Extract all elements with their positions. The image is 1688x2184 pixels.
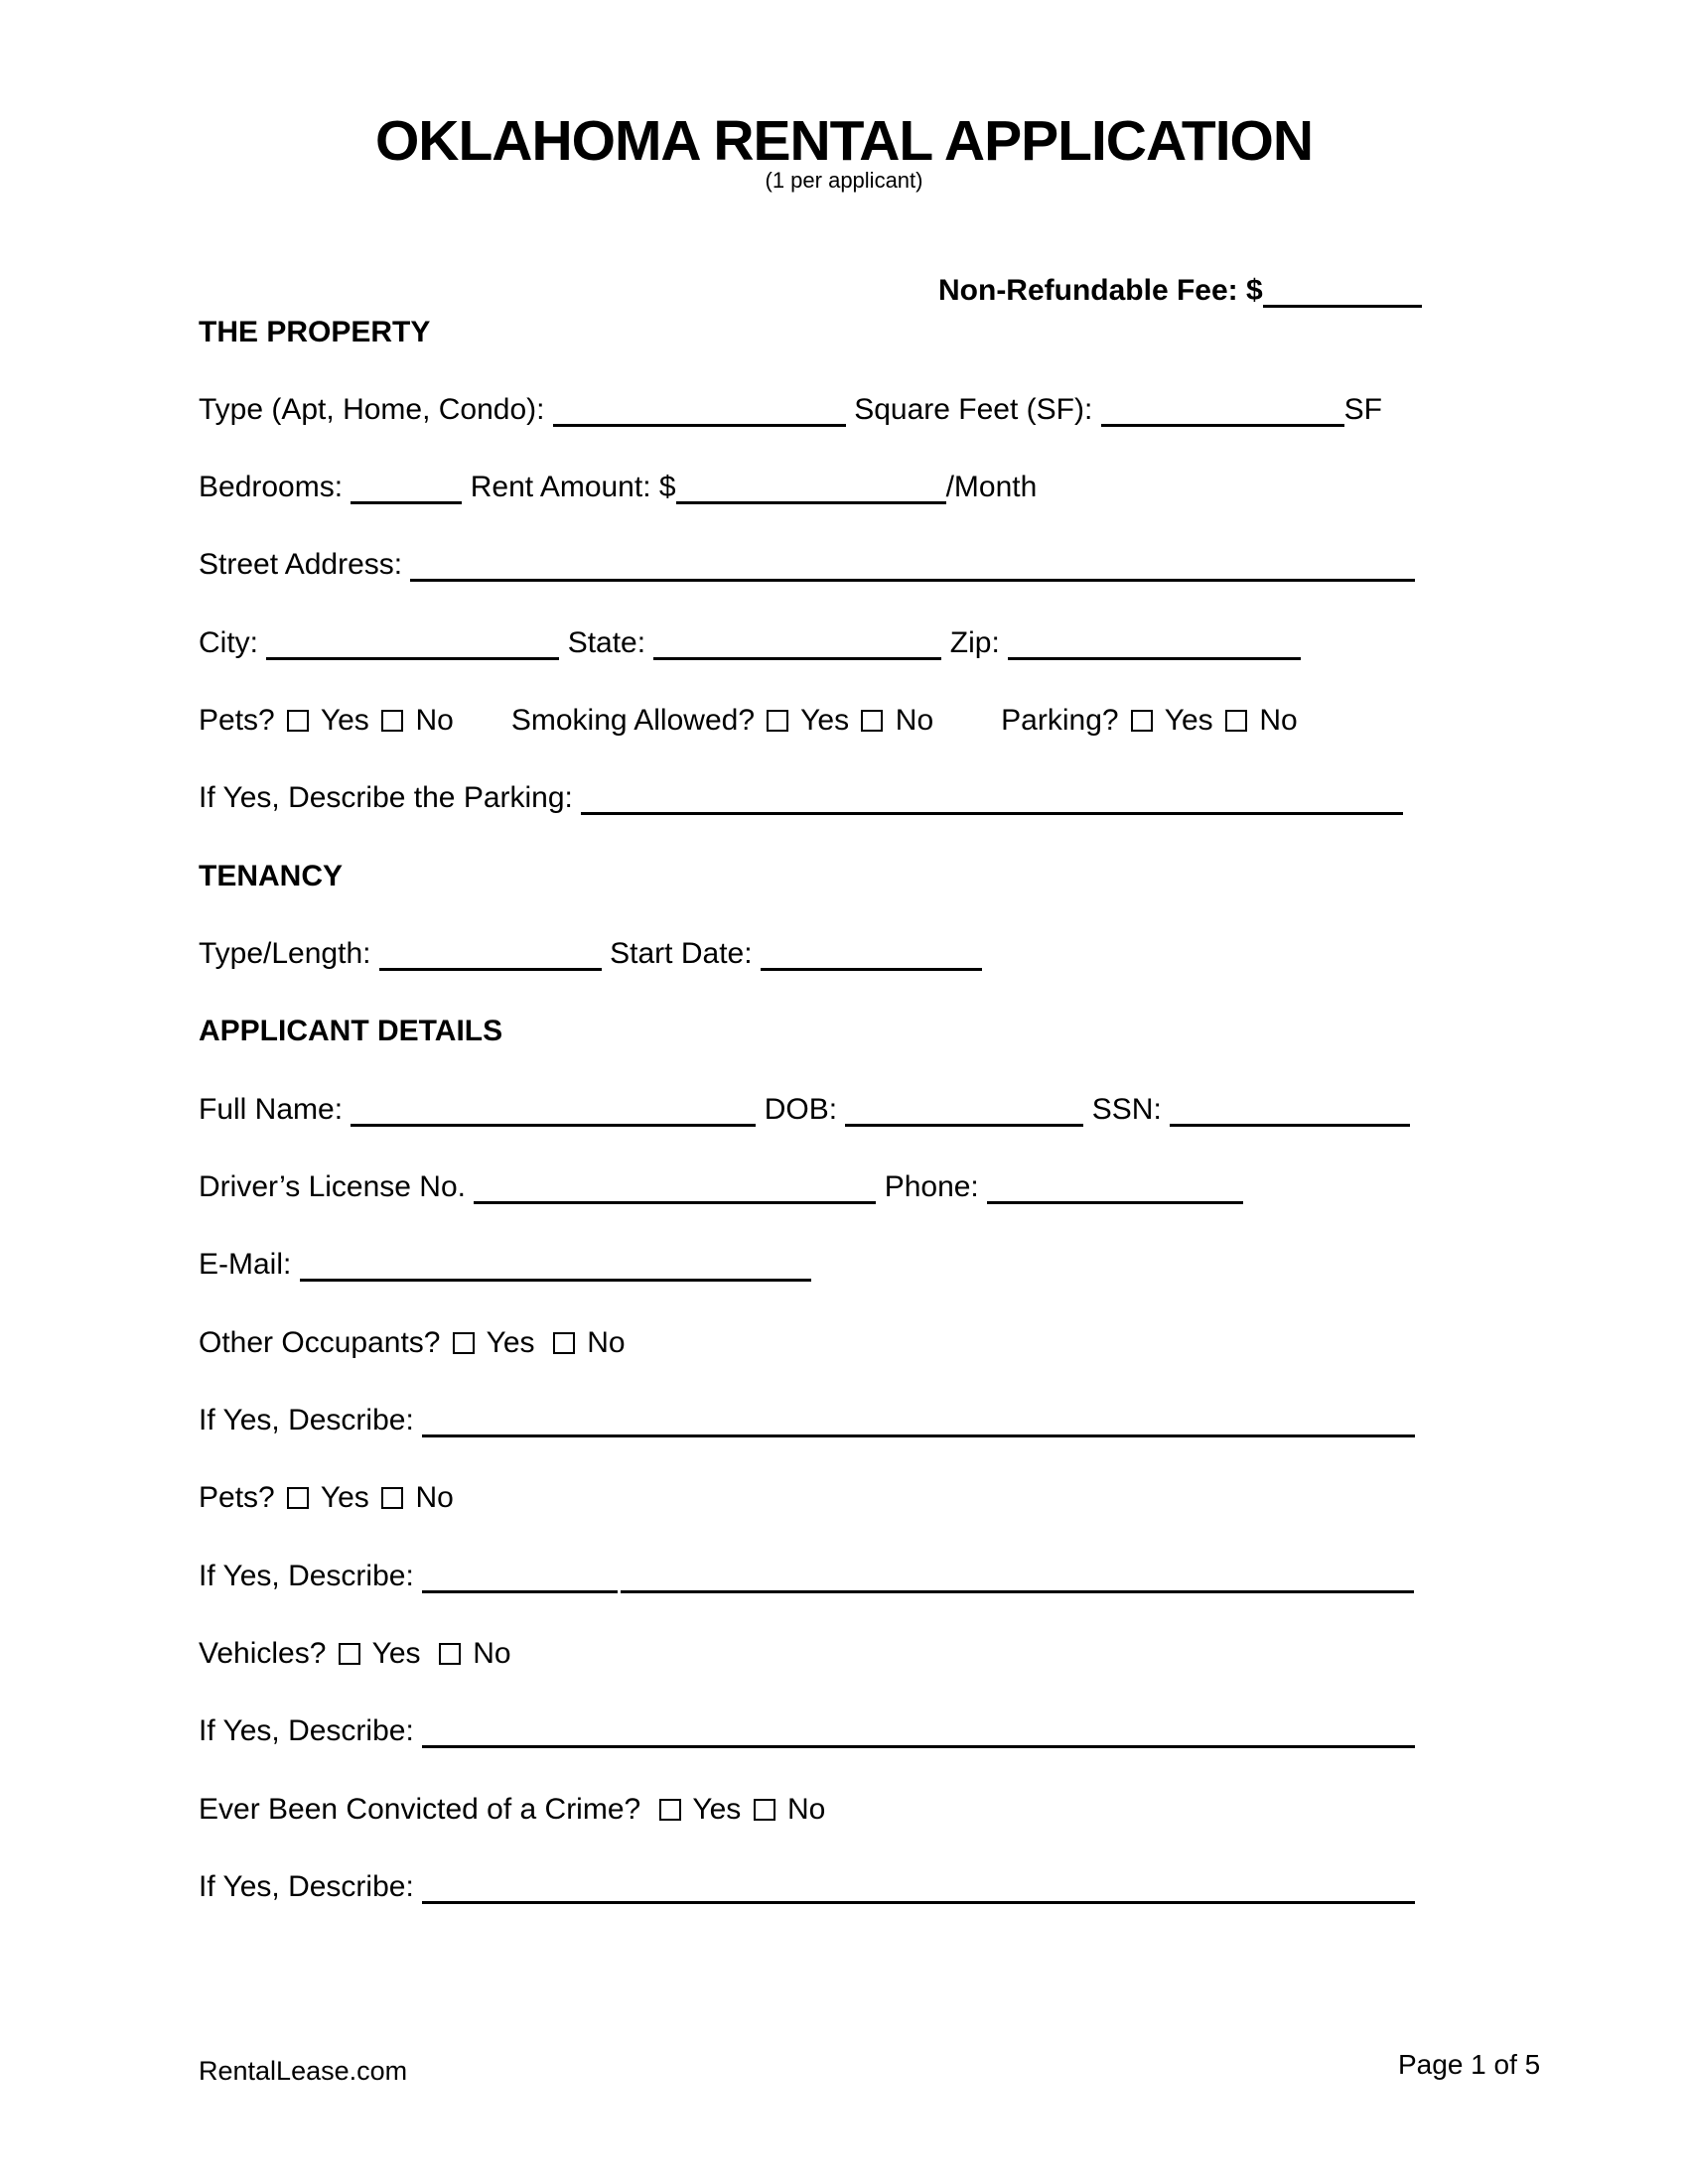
- license-label: Driver’s License No.: [199, 1170, 466, 1203]
- zip-input-line[interactable]: [1008, 656, 1301, 660]
- occupants-yes-checkbox[interactable]: [453, 1332, 475, 1354]
- fee-input-line[interactable]: [1263, 304, 1422, 308]
- dob-input-line[interactable]: [845, 1123, 1083, 1127]
- crime-line: [199, 1795, 1450, 1825]
- zip-label: Zip:: [949, 626, 1000, 659]
- page-subtitle: (1 per applicant): [765, 168, 923, 193]
- vehicles-label: Vehicles?: [199, 1637, 327, 1670]
- tenancy-line: [199, 939, 1450, 969]
- property-pets-no-label: No: [415, 704, 454, 737]
- start-date-label: Start Date:: [610, 937, 753, 970]
- property-pets-yes-checkbox[interactable]: [287, 710, 309, 732]
- parking-yes-checkbox[interactable]: [1131, 710, 1153, 732]
- license-input-line[interactable]: [474, 1200, 876, 1204]
- street-address-input-line[interactable]: [410, 578, 1415, 582]
- occupants-describe-label: If Yes, Describe:: [199, 1404, 414, 1436]
- type-length-input-line[interactable]: [379, 967, 602, 971]
- start-date-input-line[interactable]: [761, 967, 982, 971]
- applicant-pets-label: Pets?: [199, 1481, 275, 1514]
- street-address-label: Street Address:: [199, 548, 403, 581]
- email-label: E-Mail:: [199, 1248, 292, 1281]
- crime-no-label: No: [787, 1793, 826, 1826]
- smoking-yes-checkbox[interactable]: [767, 710, 788, 732]
- ssn-input-line[interactable]: [1170, 1123, 1410, 1127]
- state-input-line[interactable]: [653, 656, 941, 660]
- rent-suffix: /Month: [945, 471, 1038, 503]
- footer-page-number: Page 1 of 5: [1398, 2049, 1541, 2080]
- vehicles-describe-input-line[interactable]: [422, 1744, 1415, 1748]
- occupants-no-checkbox[interactable]: [553, 1332, 575, 1354]
- applicant-heading: APPLICANT DETAILS: [199, 1015, 503, 1047]
- sqft-input-line[interactable]: [1101, 423, 1344, 427]
- pets-describe-input-line-a[interactable]: [422, 1589, 618, 1593]
- vehicles-no-label: No: [473, 1637, 511, 1670]
- vehicles-no-checkbox[interactable]: [439, 1643, 461, 1665]
- pets-describe-line: [199, 1562, 1450, 1591]
- property-pets-label: Pets?: [199, 704, 275, 737]
- applicant-pets-yes-label: Yes: [320, 1481, 369, 1514]
- phone-input-line[interactable]: [987, 1200, 1243, 1204]
- city-label: City:: [199, 626, 258, 659]
- occupants-line: [199, 1328, 1450, 1358]
- full-name-input-line[interactable]: [351, 1123, 756, 1127]
- license-phone-line: [199, 1172, 1450, 1202]
- type-label: Type (Apt, Home, Condo):: [199, 393, 545, 426]
- rent-input-line[interactable]: [676, 500, 946, 504]
- crime-label: Ever Been Convicted of a Crime?: [199, 1793, 641, 1826]
- sqft-label: Square Feet (SF):: [854, 393, 1093, 426]
- email-input-line[interactable]: [300, 1278, 811, 1282]
- street-address-line: [199, 550, 1450, 580]
- property-heading: THE PROPERTY: [199, 316, 431, 348]
- name-dob-ssn-line: [199, 1095, 1450, 1125]
- vehicles-yes-label: Yes: [371, 1637, 421, 1670]
- applicant-pets-no-checkbox[interactable]: [381, 1487, 403, 1509]
- fee-label: Non-Refundable Fee: $: [938, 274, 1263, 307]
- fee-line: [938, 276, 1450, 306]
- crime-describe-input-line[interactable]: [422, 1900, 1415, 1904]
- crime-yes-label: Yes: [692, 1793, 742, 1826]
- crime-describe-line: [199, 1872, 1450, 1902]
- state-label: State:: [567, 626, 646, 659]
- vehicles-describe-line: [199, 1716, 1450, 1746]
- occupants-describe-input-line[interactable]: [422, 1433, 1415, 1437]
- vehicles-yes-checkbox[interactable]: [339, 1643, 360, 1665]
- pets-describe-input-line-b[interactable]: [621, 1589, 1414, 1593]
- smoking-no-label: No: [895, 704, 934, 737]
- occupants-yes-label: Yes: [486, 1326, 535, 1359]
- property-type-line: [199, 395, 1450, 425]
- rent-label: Rent Amount: $: [470, 471, 676, 503]
- parking-describe-label: If Yes, Describe the Parking:: [199, 781, 573, 814]
- dob-label: DOB:: [764, 1093, 838, 1126]
- property-pets-yes-label: Yes: [320, 704, 369, 737]
- tenancy-heading: TENANCY: [199, 860, 344, 892]
- parking-no-label: No: [1259, 704, 1298, 737]
- applicant-pets-line: [199, 1483, 1450, 1513]
- parking-describe-input-line[interactable]: [581, 811, 1403, 815]
- occupants-label: Other Occupants?: [199, 1326, 441, 1359]
- property-pets-group: [199, 704, 454, 737]
- footer-site-label: RentalLease.com: [199, 2056, 408, 2086]
- occupants-no-label: No: [587, 1326, 626, 1359]
- smoking-label: Smoking Allowed?: [510, 704, 756, 737]
- crime-yes-checkbox[interactable]: [659, 1799, 681, 1821]
- parking-no-checkbox[interactable]: [1225, 710, 1247, 732]
- type-input-line[interactable]: [553, 423, 846, 427]
- city-input-line[interactable]: [266, 656, 559, 660]
- full-name-label: Full Name:: [199, 1093, 344, 1126]
- smoking-no-checkbox[interactable]: [861, 710, 883, 732]
- bedrooms-rent-line: [199, 473, 1450, 502]
- phone-label: Phone:: [884, 1170, 979, 1203]
- page-title: OKLAHOMA RENTAL APPLICATION: [374, 109, 1314, 173]
- type-length-label: Type/Length:: [199, 937, 371, 970]
- parking-describe-line: [199, 783, 1450, 813]
- property-pets-no-checkbox[interactable]: [381, 710, 403, 732]
- bedrooms-input-line[interactable]: [351, 500, 462, 504]
- occupants-describe-line: [199, 1406, 1450, 1435]
- crime-describe-label: If Yes, Describe:: [199, 1870, 414, 1903]
- email-line: [199, 1250, 1450, 1280]
- smoking-group: [511, 704, 933, 737]
- city-state-zip-line: [199, 628, 1450, 658]
- parking-group: [1001, 704, 1298, 737]
- applicant-pets-no-label: No: [415, 1481, 454, 1514]
- property-questions-line: [199, 706, 1450, 736]
- bedrooms-label: Bedrooms:: [199, 471, 344, 503]
- applicant-pets-yes-checkbox[interactable]: [287, 1487, 309, 1509]
- pets-describe-label: If Yes, Describe:: [199, 1560, 414, 1592]
- parking-yes-label: Yes: [1164, 704, 1213, 737]
- sqft-suffix: SF: [1343, 393, 1382, 426]
- ssn-label: SSN:: [1091, 1093, 1162, 1126]
- vehicles-describe-label: If Yes, Describe:: [199, 1714, 414, 1747]
- smoking-yes-label: Yes: [800, 704, 850, 737]
- vehicles-line: [199, 1639, 1450, 1669]
- crime-no-checkbox[interactable]: [754, 1799, 775, 1821]
- parking-label: Parking?: [1001, 704, 1119, 737]
